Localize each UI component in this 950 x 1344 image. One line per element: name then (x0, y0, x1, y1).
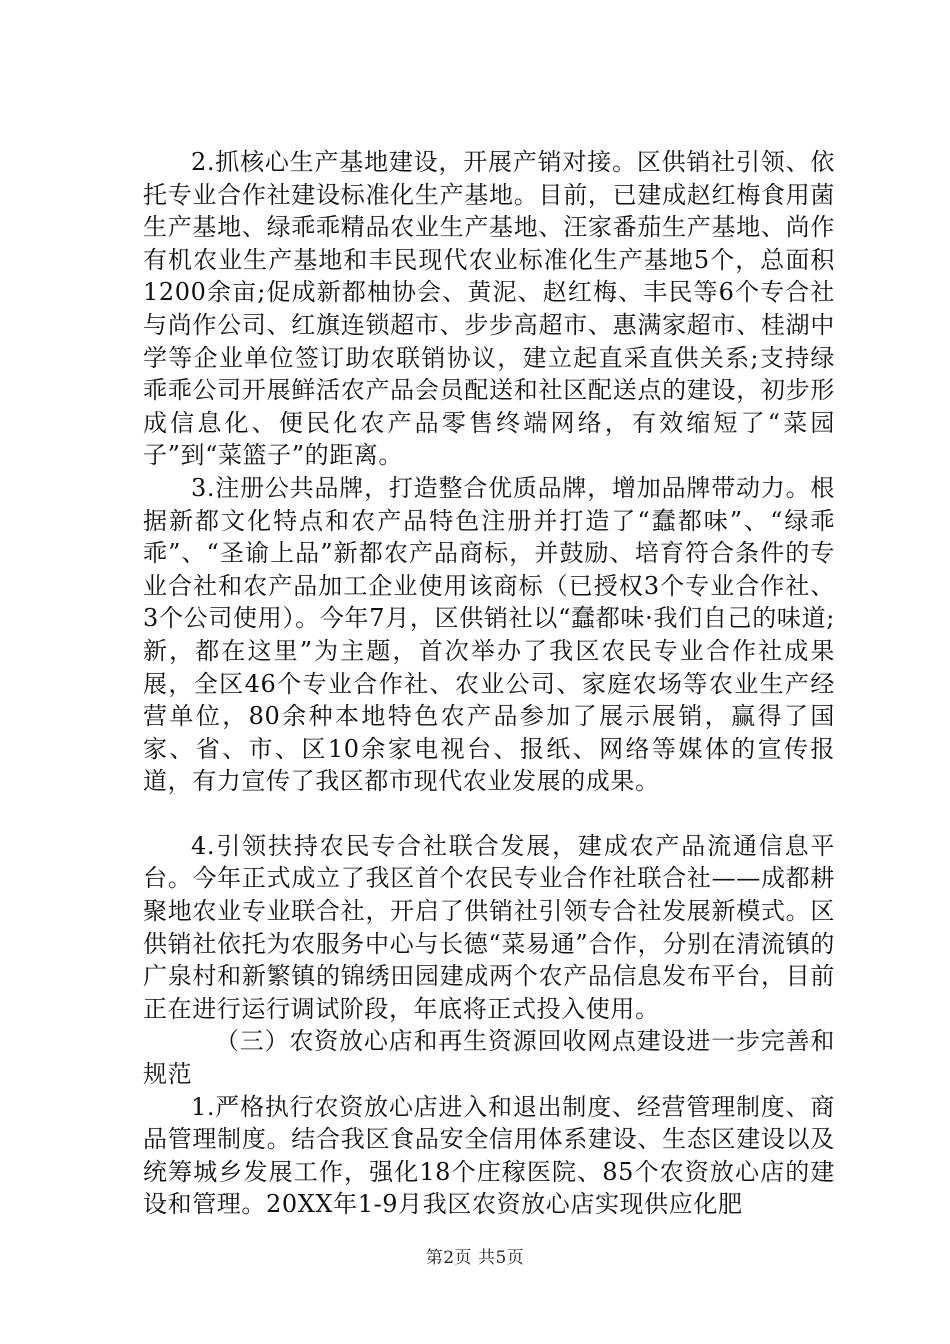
paragraph-core-production-base: 2.抓核心生产基地建设，开展产销对接。区供销社引领、依托专业合作社建设标准化生产基地。目前，已建成赵红梅食用菌生产基地、绿乖乖精品农业生产基地、汪家番茄生产基地、尚作有机农业生产基地和丰民现代农业标准化生产基地5个，总面积1200余亩;促成新都柚协会、黄泥、赵红梅、丰民等6个专合社与尚作公司、红旗连锁超市、步步高超市、惠满家超市、桂湖中学等企业单位签订助农联销协议，建立起直采直供关系;支持绿乖乖公司开展鲜活农产品会员配送和社区配送点的建设，初步形成信息化、便民化农产品零售终端网络，有效缩短了“菜园子”到“菜篮子”的距离。 (143, 148, 835, 470)
paragraph-cooperative-federation: 4.引领扶持农民专合社联合发展，建成农产品流通信息平台。今年正式成立了我区首个农民专业合作社联合社——成都耕聚地农业专业联合社，开启了供销社引领专合社发展新模式。区供销社依托为农服务中心与长德“菜易通”合作，分别在清流镇的广泉村和新繁镇的锦绣田园建成两个农产品信息发布平台，目前正在进行运行调试阶段，年底将正式投入使用。 (143, 831, 835, 1023)
paragraph-agri-store-management: 1.严格执行农资放心店进入和退出制度、经营管理制度、商品管理制度。结合我区食品安全信用体系建设、生态区建设以及统筹城乡发展工作，强化18个庄稼医院、85个农资放心店的建设和管理。20XX年1-9月我区农资放心店实现供应化肥 (143, 1092, 835, 1219)
page-number-footer: 第2页 共5页 (425, 1248, 525, 1268)
document-body (143, 146, 835, 1221)
section-heading-agri-stores: （三）农资放心店和再生资源回收网点建设进一步完善和规范 (143, 1027, 835, 1089)
paragraph-public-brand: 3.注册公共品牌，打造整合优质品牌，增加品牌带动力。根据新都文化特点和农产品特色注册并打造了“蠢都味”、“绿乖乖”、“圣谕上品”新都农产品商标，并鼓励、培育符合条件的专业合社和农产品加工企业使用该商标（已授权3个专业合作社、3个公司使用）。今年7月，区供销社以“蠢都味·我们自己的味道;新，都在这里”为主题，首次举办了我区农民专业合作社成果展，全区46个专业合作社、农业公司、家庭农场等农业生产经营单位，80余种本地特色农产品参加了展示展销，赢得了国家、省、市、区10余家电视台、报纸、网络等媒体的宣传报道，有力宣传了我区都市现代农业发展的成果。 (143, 473, 835, 796)
